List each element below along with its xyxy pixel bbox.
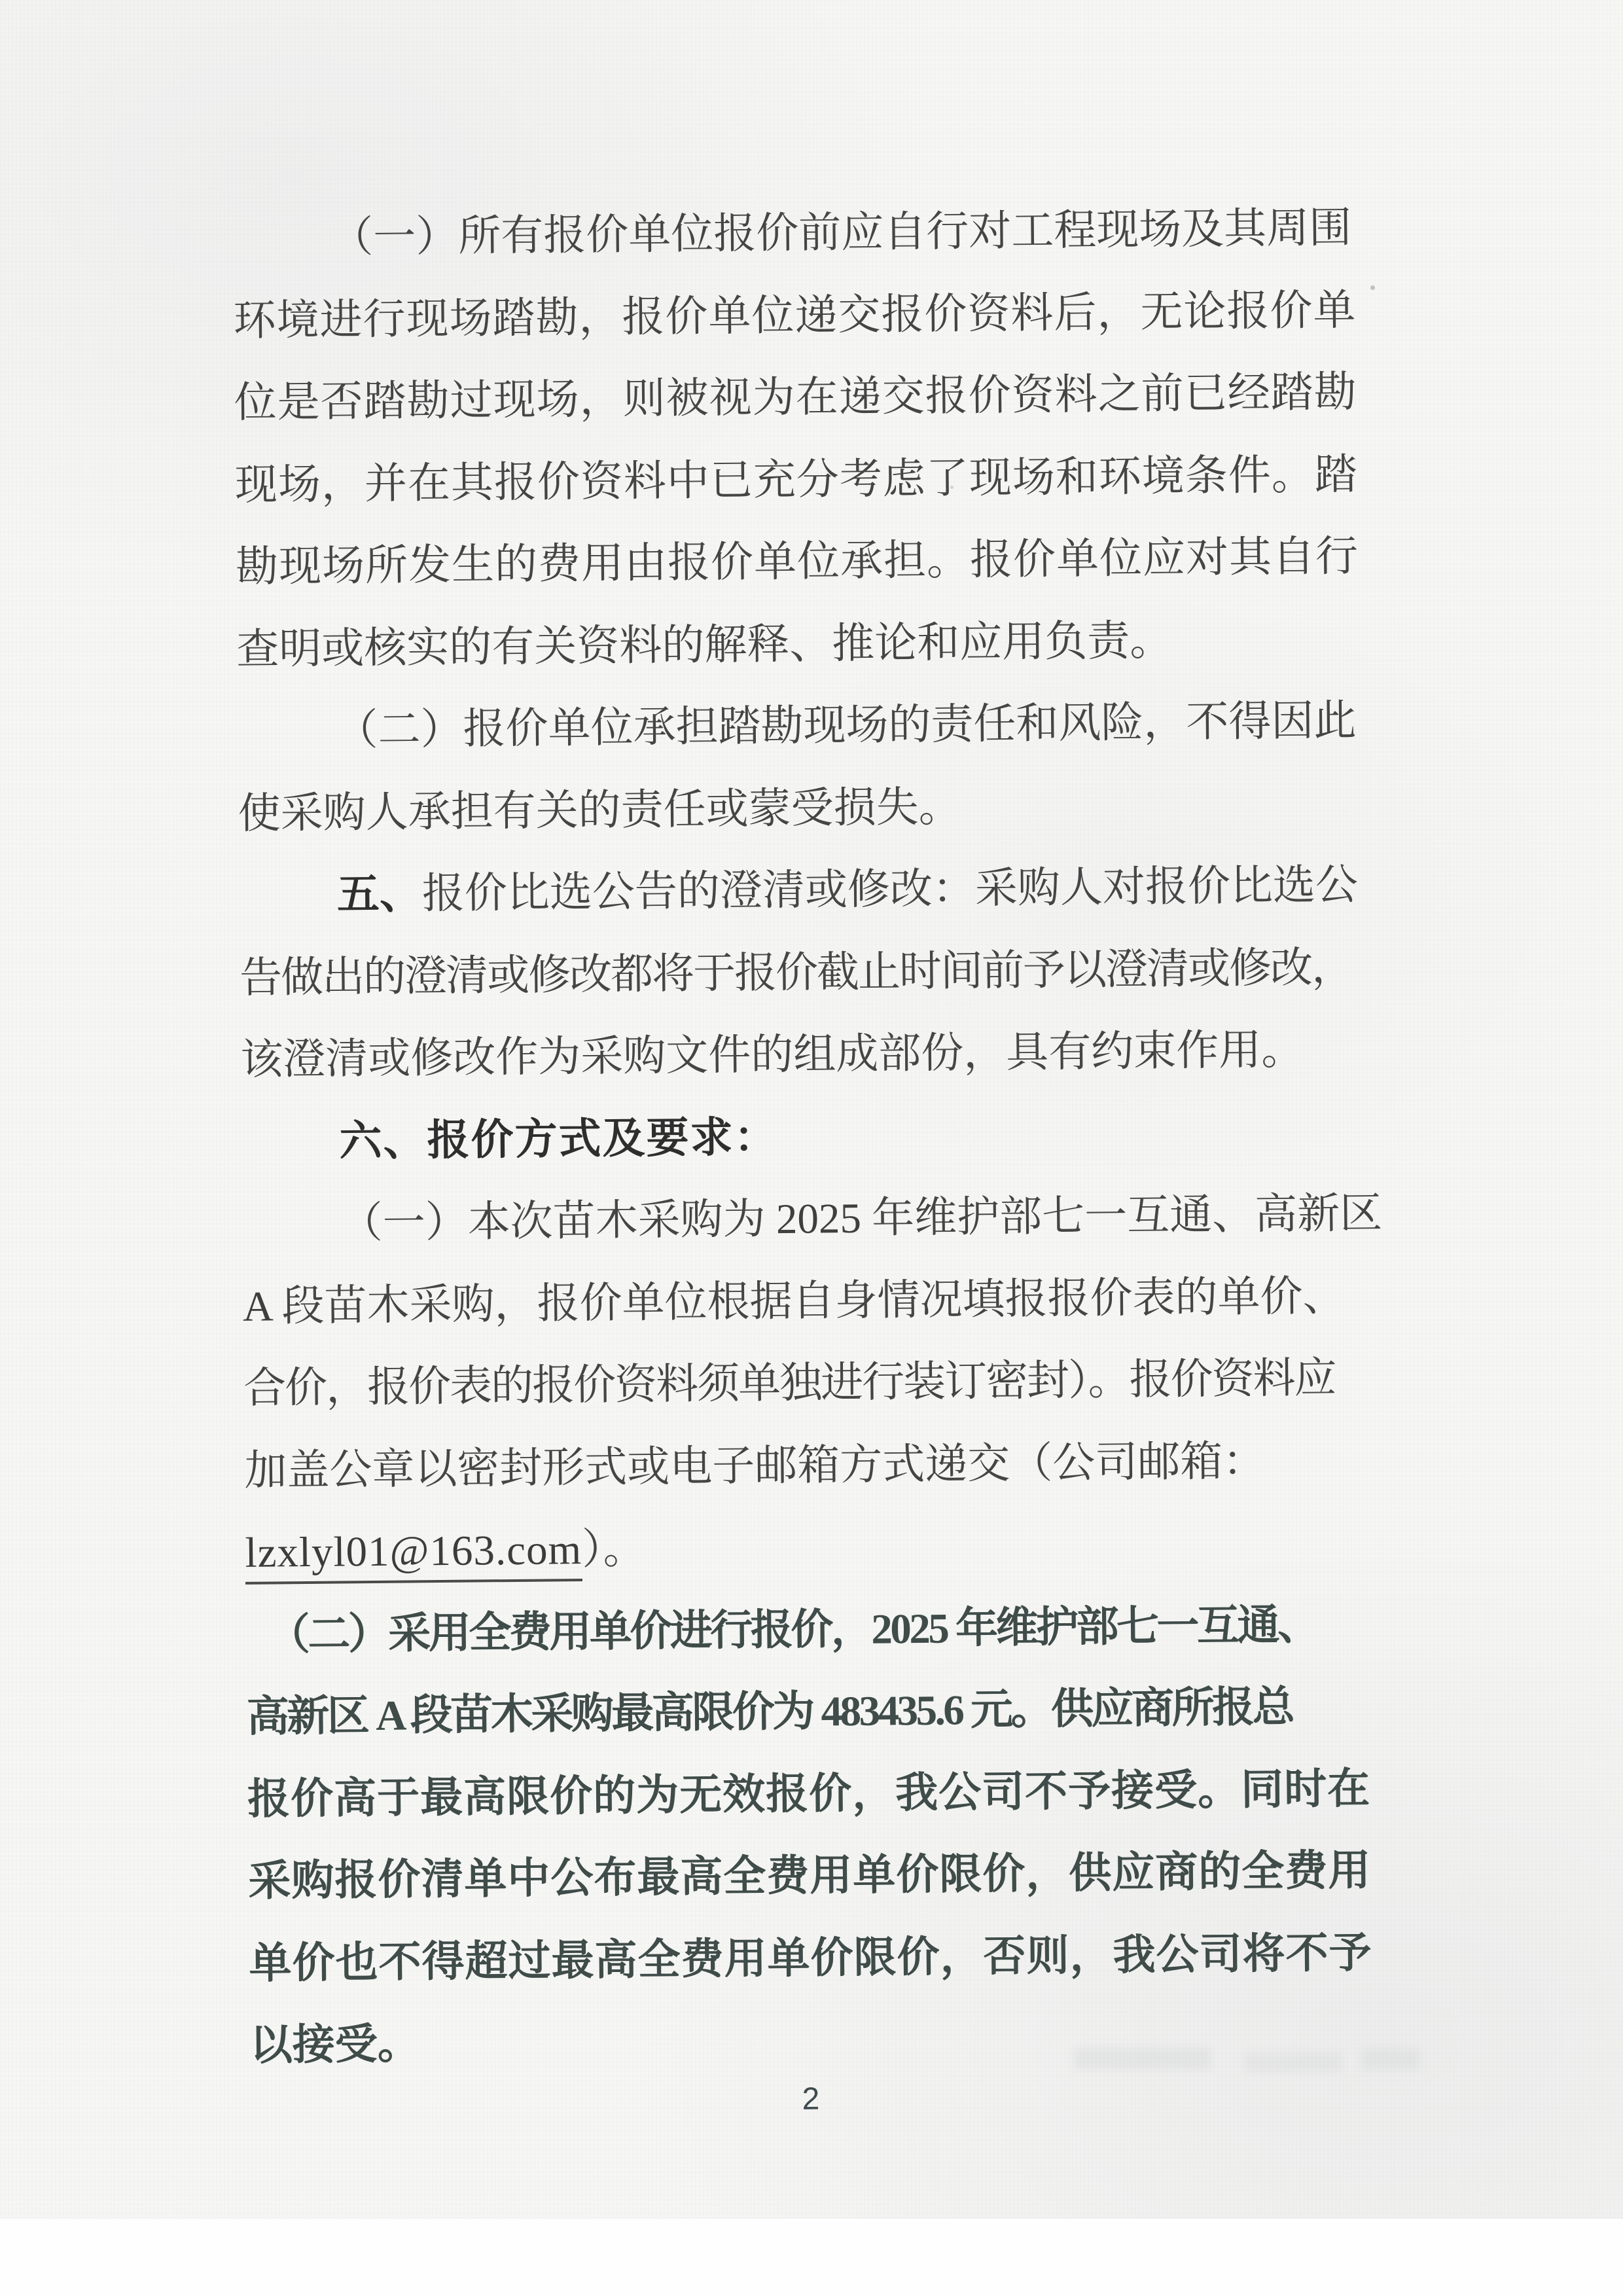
text-line — [238, 845, 1359, 938]
text-line — [246, 1666, 1367, 1759]
text-run: 段苗木采购，报价单位根据自身情况填报报价表的单价、 — [270, 1272, 1346, 1331]
text-line — [240, 1009, 1361, 1102]
text-run: 高新区 — [246, 1693, 376, 1741]
text-run: 查明或核实的有关资料的解释、推论和应用负责。 — [236, 617, 1173, 673]
text-run: 六、报价方式及要求： — [339, 1113, 778, 1165]
text-run: 告做出的澄清或修改都将于报价截止时间前予以澄清或修改， — [239, 944, 1353, 1002]
text-run: 段苗木采购最高限价为 — [401, 1688, 821, 1740]
text-run: 单价也不得超过最高全费用单价限价，否则，我公司将不予 — [249, 1929, 1372, 1988]
section-letter: A — [375, 1692, 402, 1740]
year-value: 2025 — [870, 1605, 948, 1653]
text-run: 该澄清或修改作为采购文件的组成部份，具有约束作用。 — [240, 1026, 1304, 1084]
text-line — [232, 188, 1353, 281]
text-run: 环境进行现场踏勘，报价单位递交报价资料后，无论报价单 — [233, 287, 1357, 345]
text-line — [234, 434, 1359, 527]
price-limit-value: 483435.6 — [821, 1687, 963, 1736]
email-address: lzxlyl01@163.com — [245, 1526, 582, 1585]
text-line — [247, 1748, 1371, 1841]
text-line — [249, 1994, 1370, 2087]
document-text — [232, 188, 1383, 2088]
text-line — [236, 598, 1357, 691]
text-run: 使采购人承担有关的责任或蒙受损失。 — [238, 783, 962, 838]
text-run: 加盖公章以密封形式或电子邮箱方式递交（公司邮箱： — [244, 1437, 1266, 1495]
year-value: 2025 — [776, 1194, 862, 1244]
text-run: （二）报价单位承担踏勘现场的责任和风险，不得因此 — [335, 697, 1357, 755]
section-number: 五、 — [336, 870, 423, 919]
page-number: 2 — [802, 2081, 820, 2117]
text-line — [245, 1584, 1366, 1677]
text-run: （一）本次苗木采购为 — [340, 1196, 777, 1247]
text-line — [238, 762, 1359, 855]
text-line — [234, 352, 1355, 445]
text-run: （一）所有报价单位报价前应自行对工程现场及其周围 — [330, 204, 1352, 262]
text-run: ）。 — [581, 1526, 646, 1573]
text-run: 报价比选公告的澄清或修改：采购人对报价比选公 — [421, 861, 1359, 918]
text-line — [248, 1830, 1372, 1923]
text-run: 年维护部七一互通、 — [946, 1601, 1318, 1653]
text-line — [240, 927, 1361, 1020]
text-run: 元。供应商所报总 — [961, 1683, 1293, 1734]
text-run: 合价，报价表的报价资料须单独进行装订密封）。报价资料应 — [243, 1354, 1336, 1412]
text-run: 现场，并在其报价资料中已充分考虑了现场和环境条件。踏 — [234, 451, 1359, 509]
text-run: 报价高于最高限价的为无效报价，我公司不予接受。同时在 — [247, 1765, 1371, 1823]
text-line — [236, 516, 1357, 609]
section-letter: A — [242, 1283, 272, 1331]
text-line — [249, 1912, 1370, 2005]
text-run: 以接受。 — [249, 2020, 421, 2070]
text-run: （二）采用全费用单价进行报价， — [267, 1605, 872, 1659]
text-run: 勘现场所发生的费用由报价单位承担。报价单位应对其自行 — [235, 533, 1359, 591]
text-run: 位是否踏勘过现场，则被视为在递交报价资料之前已经踏勘 — [234, 368, 1357, 427]
text-line — [245, 1501, 1366, 1594]
text-line — [237, 681, 1358, 774]
text-line — [244, 1420, 1365, 1513]
text-run: 采购报价清单中公布最高全费用单价限价，供应商的全费用 — [248, 1847, 1372, 1905]
text-line — [241, 1173, 1383, 1266]
text-run: 年维护部七一互通、高新区 — [861, 1190, 1383, 1242]
text-line — [242, 1255, 1363, 1348]
text-line — [233, 270, 1357, 363]
text-line — [243, 1337, 1364, 1430]
section-heading — [241, 1091, 1362, 1184]
